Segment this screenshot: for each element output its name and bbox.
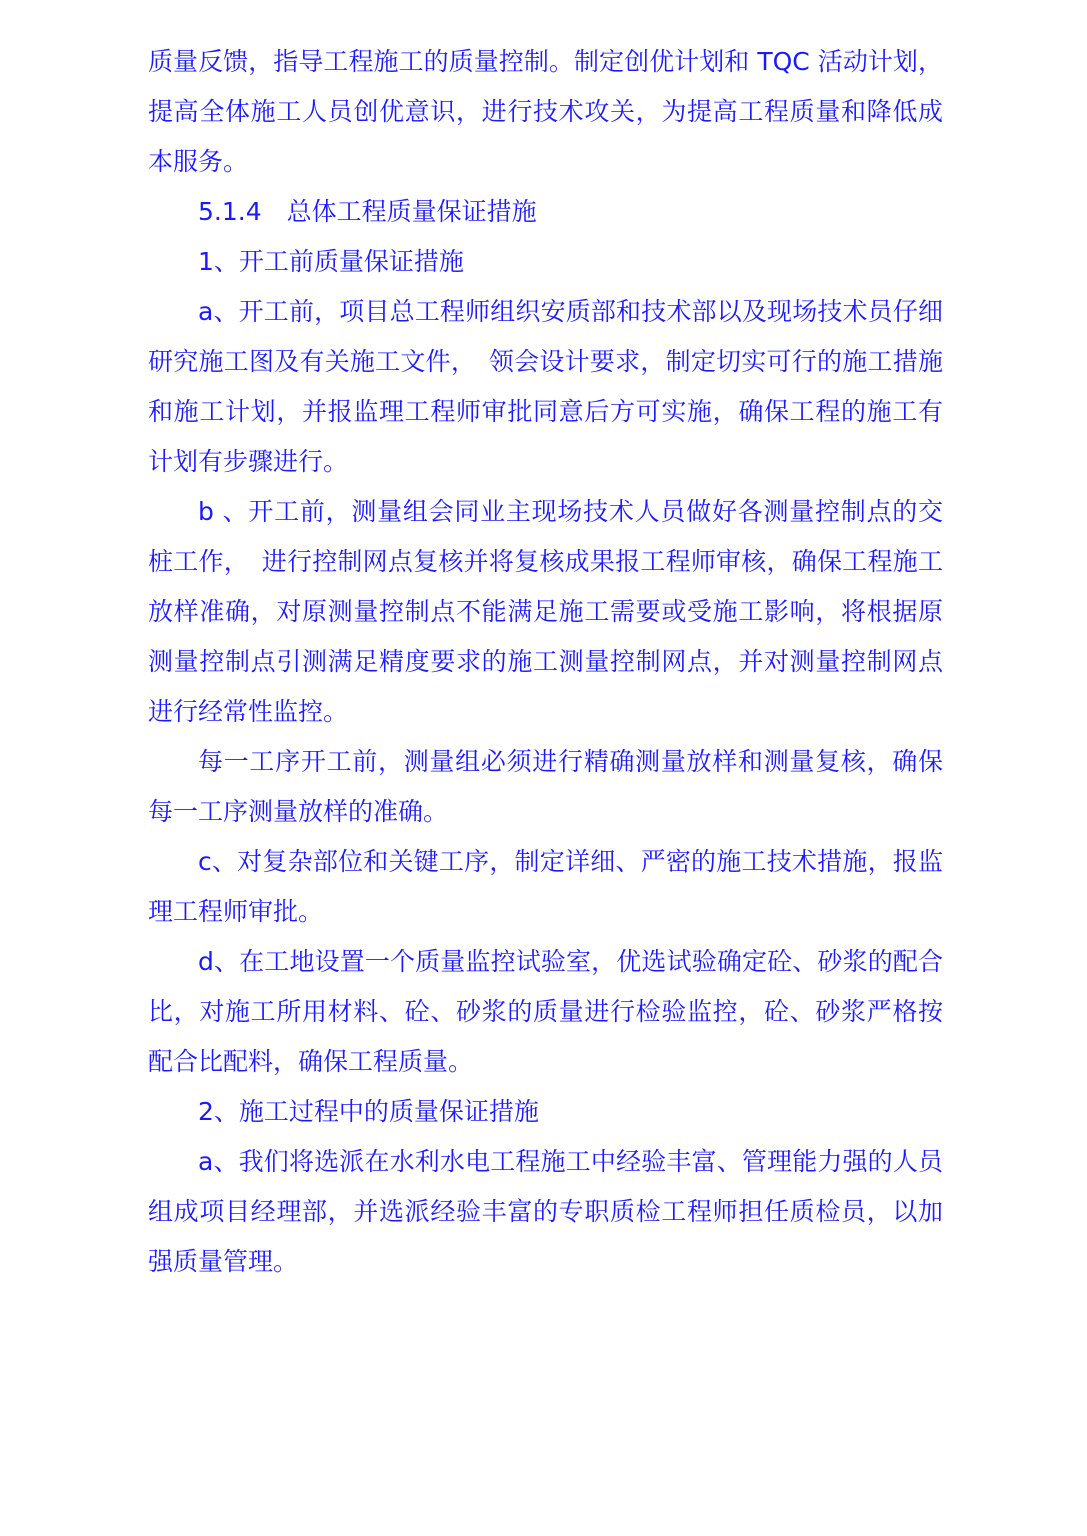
document-page	[148, 37, 943, 1287]
paragraph-item-a-2: a、我们将选派在水利水电工程施工中经验丰富、管理能力强的人员组成项目经理部，并选派经验丰富的专职质检工程师担任质检员，以加强质量管理。	[148, 1147, 943, 1276]
paragraph-quality-feedback: 质量反馈，指导工程施工的质量控制。制定创优计划和 TQC 活动计划，提高全体施工人员创优意识，进行技术攻关，为提高工程质量和降低成本服务。	[148, 47, 943, 176]
paragraph-each-process: 每一工序开工前，测量组必须进行精确测量放样和测量复核，确保每一工序测量放样的准确。	[148, 747, 943, 826]
subheading-during-construction: 2、施工过程中的质量保证措施	[198, 1097, 539, 1126]
paragraph-item-c: c、对复杂部位和关键工序，制定详细、严密的施工技术措施，报监理工程师审批。	[148, 847, 943, 926]
paragraph-item-d: d、在工地设置一个质量监控试验室，优选试验确定砼、砂浆的配合比，对施工所用材料、砼、砂浆的质量进行检验监控，砼、砂浆严格按配合比配料，确保工程质量。	[148, 947, 943, 1076]
paragraph-item-b: b 、开工前，测量组会同业主现场技术人员做好各测量控制点的交桩工作， 进行控制网点复核并将复核成果报工程师审核，确保工程施工放样准确，对原测量控制点不能满足施工需要或受施工影响，将根据原测量控制点引测满足精度要求的施工测量控制网点，并对测量控制网点进行经常性监控。	[148, 497, 943, 726]
section-heading-5-1-4: 5.1.4 总体工程质量保证措施	[198, 197, 537, 226]
paragraph-item-a: a、开工前，项目总工程师组织安质部和技术部以及现场技术员仔细研究施工图及有关施工文件， 领会设计要求，制定切实可行的施工措施和施工计划，并报监理工程师审批同意后方可实施，确保工程的施工有计划有步骤进行。	[148, 297, 943, 476]
subheading-pre-construction: 1、开工前质量保证措施	[198, 247, 464, 276]
